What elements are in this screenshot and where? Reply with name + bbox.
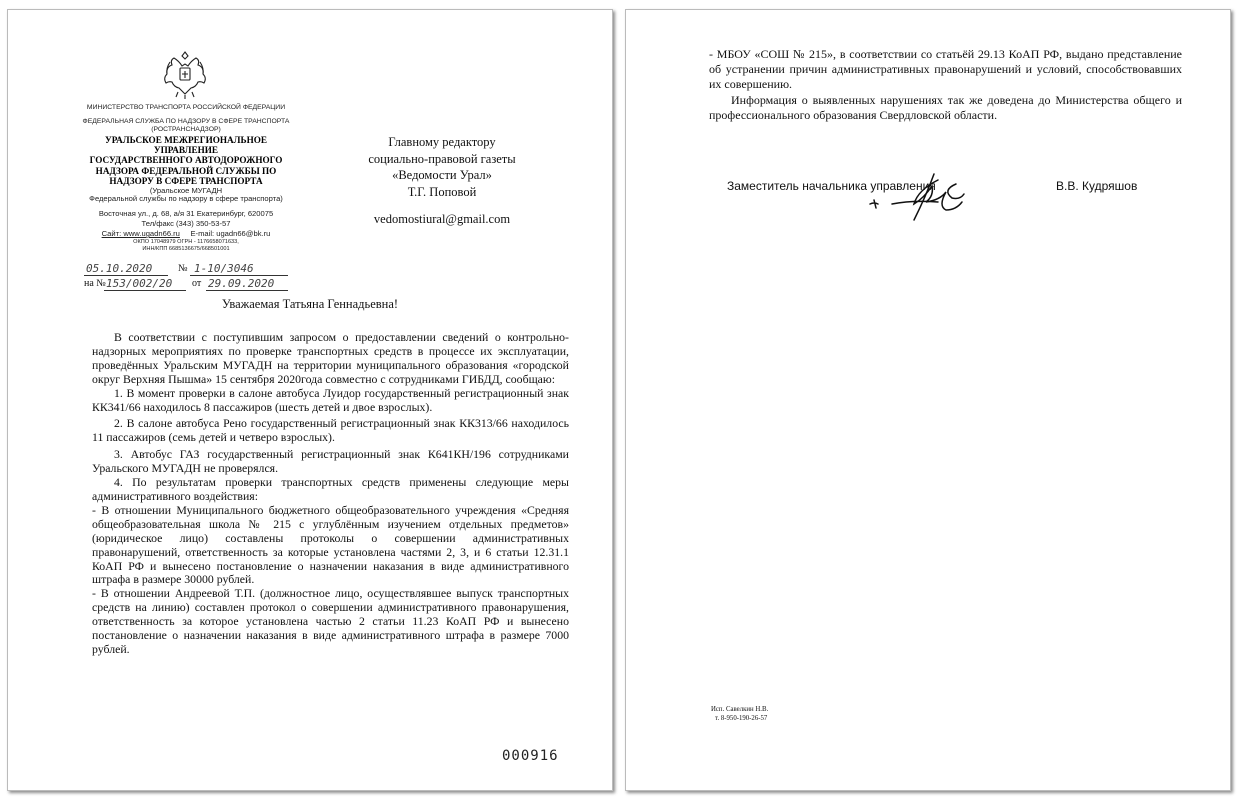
reference-number: 153/002/20 bbox=[106, 277, 173, 290]
addressee-block bbox=[324, 134, 560, 228]
body-paragraph: 2. В салоне автобуса Рено государственный регистрационный знак КК313/66 находилось 11 пассажиров (семь детей и четверо взрослых). bbox=[92, 416, 569, 445]
body-paragraph: 4. По результатам проверки транспортных средств применены следующие меры административного воздействия: bbox=[92, 475, 569, 503]
body-paragraph: - В отношении Муниципального бюджетного общеобразовательного учреждения «Средняя общеобразовательная школа № 215 с углублённым изучением отдельных предметов» (юридическое лицо) составлены протоколы о совершении административных правонарушений, ответственность за которые установлена частями 2, 3, и 6 статьи 12.31.1 КоАП РФ и вынесено постановление о назначении наказания в виде административного штрафа в размере 30000 рублей. bbox=[92, 502, 569, 587]
sender-phone: Тел/факс (343) 350-53-57 bbox=[141, 219, 231, 229]
org-line-4: НАДЗОРА ФЕДЕРАЛЬНОЙ СЛУЖБЫ ПО bbox=[95, 165, 277, 176]
signer-name: В.В. Кудряшов bbox=[1056, 179, 1138, 193]
addressee-line-2: социально-правовой газеты bbox=[368, 151, 516, 166]
org-line-5: НАДЗОРУ В СФЕРЕ ТРАНСПОРТА bbox=[109, 176, 263, 187]
executor-phone: т. 8-950-190-26-57 bbox=[715, 715, 768, 722]
sender-codes-1: ОКПО 17048979 ОГРН - 1176658071633, bbox=[133, 239, 239, 246]
coat-of-arms-emblem bbox=[160, 48, 210, 100]
org-line-2: УПРАВЛЕНИЕ bbox=[153, 145, 219, 156]
body-paragraph: - МБОУ «СОШ № 215», в соответствии со статьёй 29.13 КоАП РФ, выдано представление об устранении причин административных правонарушений и условий, способствовавших их совершению. bbox=[709, 47, 1182, 91]
org-abbreviation-2: Федеральной службы по надзору в сфере транспорта) bbox=[89, 193, 283, 203]
signer-title: Заместитель начальника управления bbox=[727, 179, 936, 193]
letter-body bbox=[92, 331, 569, 657]
body-paragraph: В соответствии с поступившим запросом о предоставлении сведений о контрольно-надзорных мероприятиях по проверке транспортных средств в процессе их эксплуатации, проведённых Уральским МУГАДН на территории муниципального образования «городской округ Верхняя Пышма» 15 сентября 2020года совместно с сотрудниками ГИБДД, сообщаю: bbox=[92, 330, 569, 386]
body-paragraph: 3. Автобус ГАЗ государственный регистрационный знак К641КН/196 сотрудниками Уральского МУГАДН не проверялся. bbox=[92, 447, 569, 476]
service-name: ФЕДЕРАЛЬНАЯ СЛУЖБА ПО НАДЗОРУ В СФЕРЕ ТРАНСПОРТА bbox=[82, 118, 290, 126]
reference-from-label: от bbox=[192, 278, 202, 289]
outgoing-number: 1-10/3046 bbox=[194, 262, 254, 275]
outgoing-date: 05.10.2020 bbox=[86, 262, 153, 275]
org-abbreviation: (Уральское МУГАДН bbox=[149, 185, 223, 195]
page2-body bbox=[709, 47, 1182, 123]
sender-codes-2: ИНН/КПП 6685136675/668501001 bbox=[142, 246, 230, 253]
serial-number: 000916 bbox=[502, 748, 559, 764]
sender-address: Восточная ул., д. 68, а/я 31 Екатеринбург, 620075 bbox=[98, 209, 274, 219]
number-label: № bbox=[178, 263, 188, 274]
salutation: Уважаемая Татьяна Геннадьевна! bbox=[221, 297, 399, 311]
body-paragraph: Информация о выявленных нарушениях так же доведена до Министерства общего и профессионального образования Свердловской области. bbox=[709, 93, 1182, 122]
letter-page-2 bbox=[625, 9, 1231, 791]
org-line-3: ГОСУДАРСТВЕННОГО АВТОДОРОЖНОГО bbox=[89, 155, 283, 166]
ministry-name: МИНИСТЕРСТВО ТРАНСПОРТА РОССИЙСКОЙ ФЕДЕРАЦИИ bbox=[86, 104, 286, 111]
reference-label: на № bbox=[84, 278, 106, 289]
addressee-line-1: Главному редактору bbox=[388, 135, 496, 149]
addressee-line-3: «Ведомости Урал» bbox=[392, 168, 492, 182]
executor-block bbox=[711, 705, 768, 723]
registration-block bbox=[84, 262, 294, 292]
service-abbreviation: (РОСТРАНСНАДЗОР) bbox=[151, 126, 221, 134]
sender-header bbox=[66, 104, 306, 253]
sender-site[interactable]: Сайт: www.ugadn66.ru bbox=[101, 229, 180, 239]
addressee-line-4: Т.Г. Поповой bbox=[407, 184, 477, 199]
reference-date: 29.09.2020 bbox=[208, 277, 275, 290]
letter-page-1 bbox=[7, 9, 613, 791]
org-line-1: УРАЛЬСКОЕ МЕЖРЕГИОНАЛЬНОЕ bbox=[104, 134, 268, 145]
sender-email[interactable]: E-mail: ugadn66@bk.ru bbox=[190, 229, 271, 239]
body-paragraph: - В отношении Андреевой Т.П. (должностное лицо, осуществлявшее выпуск транспортных средств на линию) составлен протокол о совершении административного правонарушения, ответственность за которое установлена частью 2 статьи 11.23 КоАП РФ и вынесено постановление о назначении наказания в виде административного штрафа в размере 7000 рублей. bbox=[92, 586, 569, 656]
handwritten-signature bbox=[852, 170, 972, 222]
executor-name: Исп. Савелкин Н.В. bbox=[711, 706, 769, 713]
addressee-email[interactable]: vedomostiural@gmail.com bbox=[373, 212, 511, 226]
body-paragraph: 1. В момент проверки в салоне автобуса Луидор государственный регистрационный знак КК341/66 находилось 8 пассажиров (шесть детей и двое взрослых). bbox=[92, 385, 569, 414]
